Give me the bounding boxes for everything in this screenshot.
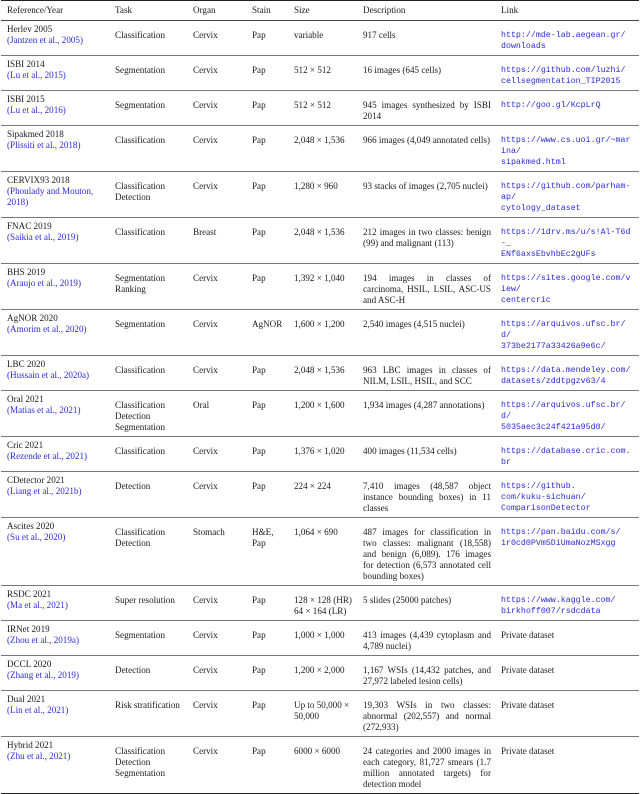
task-label: Classification — [115, 400, 166, 410]
cell-task — [109, 356, 187, 391]
cell-task — [109, 126, 187, 172]
cell-size: Up to 50,000 × 50,000 — [288, 691, 357, 737]
citation-link[interactable]: (Su et al., 2020) — [7, 532, 66, 542]
cell-task — [109, 691, 187, 737]
cell-task — [109, 437, 187, 472]
cell-link — [495, 126, 639, 172]
citation-link[interactable]: (Ma et al., 2021) — [7, 600, 68, 610]
cell-reference — [1, 264, 109, 310]
task-label: Segmentation — [115, 768, 166, 778]
cell-link — [495, 264, 639, 310]
cell-stain: Pap — [246, 126, 288, 172]
dataset-url-link[interactable]: https://arquivos.ufsc.br/d/ — [501, 401, 626, 421]
cell-organ: Cervix — [187, 264, 246, 310]
cell-organ: Breast — [187, 218, 246, 264]
dataset-url-link[interactable]: datasets/zddtpgzv63/4 — [501, 377, 606, 386]
cell-organ: Cervix — [187, 437, 246, 472]
header-size: Size — [288, 1, 357, 21]
dataset-url-link[interactable]: https://arquivos.ufsc.br/d/ — [501, 320, 626, 340]
task-label: Classification — [115, 227, 166, 237]
dataset-url-link[interactable]: https://github.com/luzhi/ — [501, 66, 626, 75]
cell-reference — [1, 218, 109, 264]
table-row — [1, 437, 639, 472]
dataset-name: AgNOR 2020 — [7, 313, 58, 323]
cell-organ: Cervix — [187, 91, 246, 126]
dataset-name: CERVIX93 2018 — [7, 175, 70, 185]
task-label: Detection — [115, 665, 151, 675]
cell-size: 6000 × 6000 — [288, 737, 357, 794]
cell-description: 1,934 images (4,287 annotations) — [357, 391, 495, 437]
table-row — [1, 264, 639, 310]
dataset-name: Cric 2021 — [7, 440, 44, 450]
citation-link[interactable]: (Zhou et al., 2019a) — [7, 635, 79, 645]
cell-stain: Pap — [246, 172, 288, 218]
table-row — [1, 737, 639, 794]
cell-task — [109, 172, 187, 218]
task-label: Segmentation — [115, 422, 166, 432]
dataset-name: Herlev 2005 — [7, 24, 53, 34]
cell-size: 1,000 × 1,000 — [288, 621, 357, 656]
task-label: Segmentation — [115, 65, 166, 75]
dataset-name: Sipakmed 2018 — [7, 129, 64, 139]
citation-link[interactable]: (Lu et al., 2015) — [7, 70, 66, 80]
task-label: Super resolution — [115, 595, 175, 605]
dataset-name: Oral 2021 — [7, 394, 44, 404]
dataset-name: Ascites 2020 — [7, 521, 55, 531]
cell-reference — [1, 310, 109, 356]
cell-stain: Pap — [246, 356, 288, 391]
cell-organ: Cervix — [187, 737, 246, 794]
dataset-url-link[interactable]: https://1drv.ms/u/s!Al-T6d-_ — [501, 228, 631, 248]
dataset-url-link[interactable]: ComparisonDetector — [501, 504, 591, 513]
dataset-url-link[interactable]: https://database.cric.com.br — [501, 447, 631, 467]
cell-size: variable — [288, 21, 357, 56]
cell-organ: Cervix — [187, 126, 246, 172]
cell-reference — [1, 126, 109, 172]
table-row — [1, 172, 639, 218]
cell-task — [109, 472, 187, 518]
private-dataset-label: Private dataset — [501, 665, 555, 675]
cell-organ: Cervix — [187, 356, 246, 391]
table-row — [1, 126, 639, 172]
cell-link — [495, 56, 639, 91]
cell-size: 512 × 512 — [288, 91, 357, 126]
task-label: Classification — [115, 135, 166, 145]
citation-link[interactable]: (Lu et al., 2016) — [7, 105, 66, 115]
cell-reference — [1, 356, 109, 391]
cell-stain: H&E, Pap — [246, 518, 288, 586]
cell-task — [109, 391, 187, 437]
cell-task — [109, 21, 187, 56]
dataset-url-link[interactable]: http://goo.gl/KcpLrQ — [501, 101, 601, 110]
cell-link — [495, 218, 639, 264]
cell-size: 2,048 × 1,536 — [288, 356, 357, 391]
citation-link[interactable]: (Zhang et al., 2019) — [7, 670, 79, 680]
cell-reference — [1, 21, 109, 56]
dataset-url-link[interactable]: https://sites.google.com/view/ — [501, 274, 631, 294]
citation-link[interactable]: (Jantzen et al., 2005) — [7, 35, 84, 45]
cell-link — [495, 21, 639, 56]
cell-stain: Pap — [246, 218, 288, 264]
cell-link — [495, 356, 639, 391]
dataset-name: CDetector 2021 — [7, 475, 65, 485]
cell-task — [109, 586, 187, 621]
task-label: Segmentation — [115, 630, 166, 640]
cell-size: 1,200 × 1,600 — [288, 391, 357, 437]
cell-organ: Cervix — [187, 656, 246, 691]
cell-size: 1,064 × 690 — [288, 518, 357, 586]
table-row — [1, 218, 639, 264]
dataset-name: DCCL 2020 — [7, 659, 52, 669]
cell-description: 16 images (645 cells) — [357, 56, 495, 91]
cell-description: 7,410 images (48,587 object instance bounding boxes) in 11 classes — [357, 472, 495, 518]
cell-link — [495, 437, 639, 472]
dataset-name: ISBI 2014 — [7, 59, 45, 69]
dataset-url-link[interactable]: https://www.kaggle.com/ — [501, 596, 616, 605]
dataset-name: Hybrid 2021 — [7, 740, 54, 750]
dataset-url-link[interactable]: sipakmed.html — [501, 158, 566, 167]
dataset-url-link[interactable]: https://github. — [501, 482, 576, 491]
cell-reference — [1, 391, 109, 437]
cell-description: 966 images (4,049 annotated cells) — [357, 126, 495, 172]
task-label: Classification — [115, 746, 166, 756]
cell-organ: Cervix — [187, 586, 246, 621]
cell-organ: Cervix — [187, 472, 246, 518]
cell-description: 963 LBC images in classes of NILM, LSIL, HSIL, and SCC — [357, 356, 495, 391]
cell-reference — [1, 437, 109, 472]
cell-organ: Cervix — [187, 310, 246, 356]
cell-organ: Cervix — [187, 21, 246, 56]
cell-stain: Pap — [246, 391, 288, 437]
cell-reference — [1, 737, 109, 794]
cell-task — [109, 218, 187, 264]
cell-stain: AgNOR — [246, 310, 288, 356]
task-label: Classification — [115, 527, 166, 537]
task-label: Detection — [115, 538, 151, 548]
cell-link — [495, 91, 639, 126]
cell-link — [495, 518, 639, 586]
cell-size: 224 × 224 — [288, 472, 357, 518]
cell-size: 1,280 × 960 — [288, 172, 357, 218]
cell-description: 1,167 WSIs (14,432 patches, and 27,972 labeled lesion cells) — [357, 656, 495, 691]
dataset-name: IRNet 2019 — [7, 624, 50, 634]
cell-stain: Pap — [246, 586, 288, 621]
dataset-url-link[interactable]: birkhoff007/rsdcdata — [501, 607, 601, 616]
cell-description: 5 slides (25000 patches) — [357, 586, 495, 621]
table-row — [1, 56, 639, 91]
table-row — [1, 518, 639, 586]
task-label: Segmentation — [115, 319, 166, 329]
cell-description: 93 stacks of images (2,705 nuclei) — [357, 172, 495, 218]
table-row — [1, 310, 639, 356]
dataset-name: RSDC 2021 — [7, 589, 52, 599]
header-row — [1, 1, 639, 21]
citation-link[interactable]: (Matias et al., 2021) — [7, 405, 81, 415]
cell-description: 917 cells — [357, 21, 495, 56]
cell-link — [495, 691, 639, 737]
dataset-url-link[interactable]: ENf6axsEbvhbEc2gUFs — [501, 250, 596, 259]
cell-size: 1,392 × 1,040 — [288, 264, 357, 310]
citation-link[interactable]: (Amorim et al., 2020) — [7, 324, 87, 334]
citation-link[interactable]: (Saikia et al., 2019) — [7, 232, 79, 242]
citation-link[interactable]: (Araujo et al., 2019) — [7, 278, 81, 288]
cell-stain: Pap — [246, 21, 288, 56]
task-label: Risk stratification — [115, 700, 180, 710]
cell-size: 1,600 × 1,200 — [288, 310, 357, 356]
cell-description: 400 images (11,534 cells) — [357, 437, 495, 472]
cell-link — [495, 172, 639, 218]
citation-link[interactable]: (Lin et al., 2021) — [7, 705, 69, 715]
table-body — [1, 21, 639, 794]
dataset-url-link[interactable]: centercric — [501, 296, 551, 305]
citation-link[interactable]: (Phoulady and Mouton, 2018) — [7, 186, 94, 207]
dataset-name: FNAC 2019 — [7, 221, 52, 231]
cell-link — [495, 586, 639, 621]
task-label: Ranking — [115, 284, 146, 294]
dataset-url-link[interactable]: 373be2177a33426a9e6c/ — [501, 342, 606, 351]
cell-description: 487 images for classification in two classes: malignant (18,558) and benign (6,089). 176 images for detection (6,573 annotated cell bounding boxes) — [357, 518, 495, 586]
table-row — [1, 21, 639, 56]
task-label: Detection — [115, 411, 151, 421]
cell-stain: Pap — [246, 737, 288, 794]
task-label: Classification — [115, 446, 166, 456]
cell-stain: Pap — [246, 621, 288, 656]
header-link: Link — [495, 1, 639, 21]
cell-reference — [1, 621, 109, 656]
cell-task — [109, 737, 187, 794]
cell-link — [495, 310, 639, 356]
cell-description: 24 categories and 2000 images in each category, 81,727 smears (1.7 million annotated targets) for detection model — [357, 737, 495, 794]
table-row — [1, 356, 639, 391]
table-row — [1, 691, 639, 737]
dataset-name: ISBI 2015 — [7, 94, 45, 104]
cell-stain: Pap — [246, 264, 288, 310]
cell-size: 128 × 128 (HR) 64 × 164 (LR) — [288, 586, 357, 621]
citation-link[interactable]: (Zhu et al., 2021) — [7, 751, 71, 761]
table-row — [1, 586, 639, 621]
cell-link — [495, 737, 639, 794]
cell-description: 413 images (4,439 cytoplasm and 4,789 nuclei) — [357, 621, 495, 656]
citation-link[interactable]: (Liang et al., 2021b) — [7, 486, 82, 496]
dataset-url-link[interactable]: 1r0cd0PVm5DiUmaNozMSxgg — [501, 539, 616, 548]
cell-stain: Pap — [246, 437, 288, 472]
table-row — [1, 621, 639, 656]
cell-description: 194 images in classes of carcinoma, HSIL, LSIL, ASC-US and ASC-H — [357, 264, 495, 310]
dataset-url-link[interactable]: 5035aec3c24f421a95d0/ — [501, 423, 606, 432]
cell-link — [495, 621, 639, 656]
dataset-url-link[interactable]: https://data.mendeley.com/ — [501, 366, 631, 375]
cell-stain: Pap — [246, 656, 288, 691]
cell-size: 1,200 × 2,000 — [288, 656, 357, 691]
private-dataset-label: Private dataset — [501, 700, 555, 710]
citation-link[interactable]: (Plissiti et al., 2018) — [7, 140, 81, 150]
cell-description: 19,303 WSIs in two classes: abnormal (202,557) and normal (272,933) — [357, 691, 495, 737]
dataset-table — [1, 0, 639, 794]
cell-stain: Pap — [246, 472, 288, 518]
cell-stain: Pap — [246, 691, 288, 737]
cell-stain: Pap — [246, 91, 288, 126]
dataset-name: BHS 2019 — [7, 267, 46, 277]
dataset-url-link[interactable]: https://www.cs.uoi.gr/~marina/ — [501, 136, 631, 156]
cell-size: 2,048 × 1,536 — [288, 126, 357, 172]
task-label: Detection — [115, 757, 151, 767]
task-label: Classification — [115, 181, 166, 191]
dataset-url-link[interactable]: https://pan.baidu.com/s/ — [501, 528, 621, 537]
cell-organ: Cervix — [187, 56, 246, 91]
cell-organ: Cervix — [187, 691, 246, 737]
cell-description: 212 images in two classes: benign (99) and malignant (113) — [357, 218, 495, 264]
private-dataset-label: Private dataset — [501, 630, 555, 640]
citation-link[interactable]: (Rezende et al., 2021) — [7, 451, 88, 461]
cell-size: 512 × 512 — [288, 56, 357, 91]
private-dataset-label: Private dataset — [501, 746, 555, 756]
cell-size: 1,376 × 1,020 — [288, 437, 357, 472]
cell-task — [109, 56, 187, 91]
cell-reference — [1, 518, 109, 586]
header-organ: Organ — [187, 1, 246, 21]
task-label: Classification — [115, 30, 166, 40]
dataset-url-link[interactable]: https://github.com/parham-ap/ — [501, 182, 631, 202]
cell-description: 2,540 images (4,515 nuclei) — [357, 310, 495, 356]
task-label: Classification — [115, 365, 166, 375]
dataset-url-link[interactable]: downloads — [501, 42, 546, 51]
table-row — [1, 91, 639, 126]
task-label: Detection — [115, 481, 151, 491]
cell-reference — [1, 172, 109, 218]
cell-reference — [1, 691, 109, 737]
header-description: Description — [357, 1, 495, 21]
cell-task — [109, 518, 187, 586]
cell-link — [495, 472, 639, 518]
cell-stain: Pap — [246, 56, 288, 91]
header-task: Task — [109, 1, 187, 21]
header-reference: Reference/Year — [1, 1, 109, 21]
cell-size: 2,048 × 1,536 — [288, 218, 357, 264]
cell-reference — [1, 586, 109, 621]
dataset-url-link[interactable]: com/kuku-sichuan/ — [501, 493, 586, 502]
citation-link[interactable]: (Hussain et al., 2020a) — [7, 370, 90, 380]
task-label: Detection — [115, 192, 151, 202]
task-label: Segmentation — [115, 100, 166, 110]
cell-link — [495, 391, 639, 437]
cell-description: 945 images synthesized by ISBI 2014 — [357, 91, 495, 126]
dataset-url-link[interactable]: http://mde-lab.aegean.gr/ — [501, 31, 626, 40]
dataset-name: LBC 2020 — [7, 359, 46, 369]
cell-reference — [1, 91, 109, 126]
cell-organ: Oral — [187, 391, 246, 437]
cell-organ: Cervix — [187, 621, 246, 656]
header-stain: Stain — [246, 1, 288, 21]
dataset-url-link[interactable]: cytology_dataset — [501, 204, 581, 213]
dataset-url-link[interactable]: cellsegmentation_TIP2015 — [501, 77, 621, 86]
cell-reference — [1, 56, 109, 91]
cell-organ: Cervix — [187, 172, 246, 218]
task-label: Segmentation — [115, 273, 166, 283]
cell-task — [109, 91, 187, 126]
table-row — [1, 391, 639, 437]
cell-task — [109, 264, 187, 310]
cell-task — [109, 621, 187, 656]
cell-task — [109, 310, 187, 356]
cell-reference — [1, 472, 109, 518]
cell-organ: Stomach — [187, 518, 246, 586]
dataset-name: Dual 2021 — [7, 694, 46, 704]
table-row — [1, 472, 639, 518]
